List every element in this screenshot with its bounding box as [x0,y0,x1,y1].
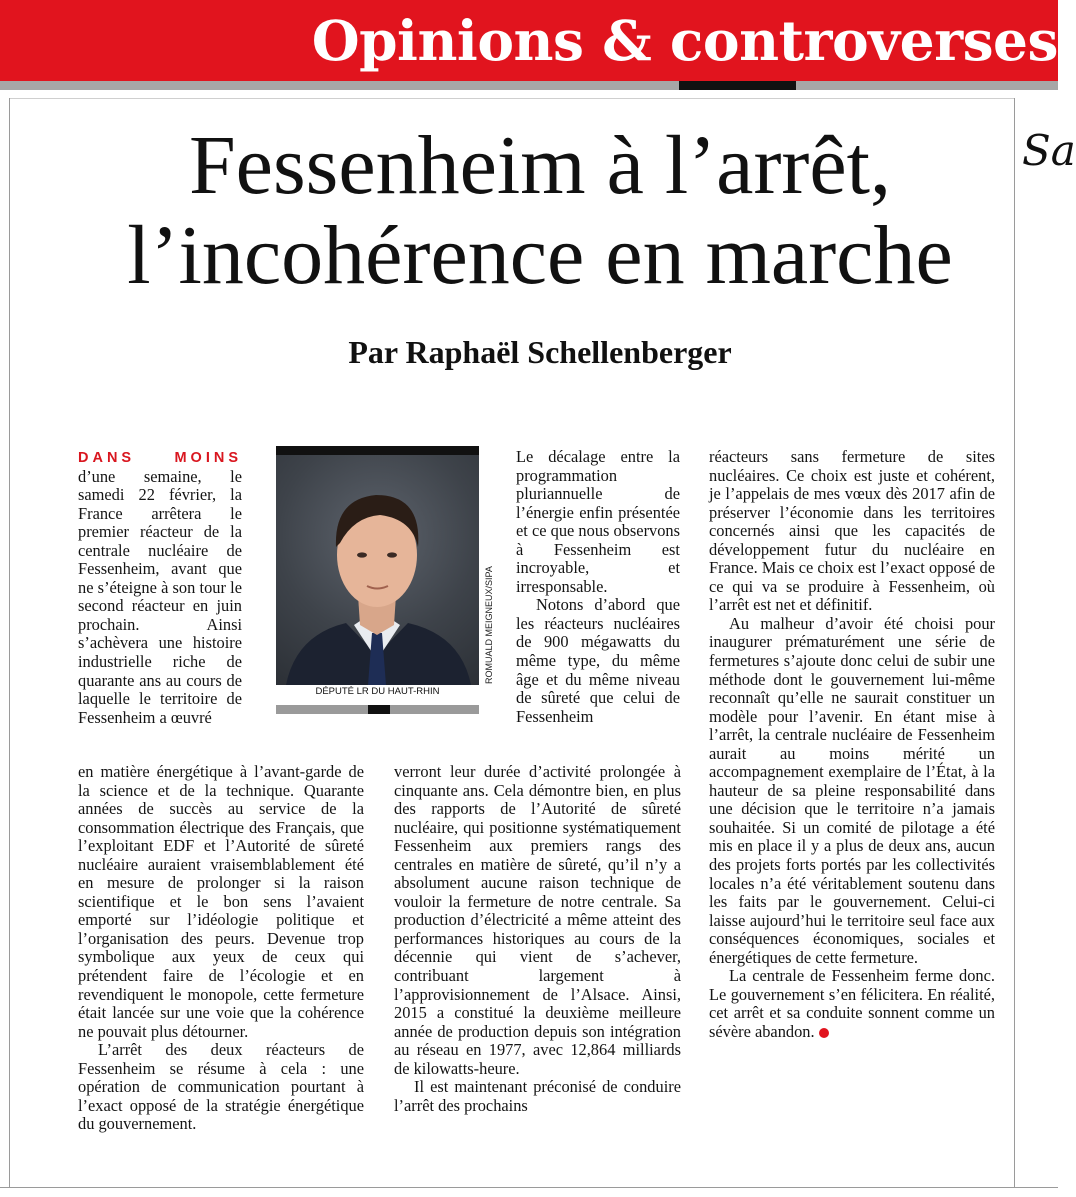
column-3 [709,448,995,1042]
column-3-paragraph-3: La centrale de Fessenheim ferme donc. Le gouvernement s’en félicitera. En réalité, cet arrêt et sa conduite sonnent comme un sévère abandon. [709,966,995,1041]
article-headline [20,121,1060,301]
column-1-intro-text: d’une semaine, le samedi 22 février, la France arrêtera le premier réacteur de la centrale nucléaire de Fessenheim, avant que ne s’éteigne à son tour le second réacteur en juin prochain. Ainsi s’achèvera une histoire industrielle riche de quarante ans au cours de laquelle le territoire de Fessenheim a œuvré [78,466,242,727]
column-3-paragraph-1: réacteurs sans fermeture de sites nucléaires. Ce choix est juste et cohérent, je l’appelais de mes vœux dès 2017 afin de préserver l’économie dans les territoires concernés ainsi que les capacités de développement futur du nucléaire en France. Mais ce choix est l’exact opposé de ce qui va se produire à Fessenheim, où l’arrêt est net et définitif. [709,447,995,615]
photo-credit: ROMUALD MEIGNEUX/SIPA [484,566,494,684]
column-1-paragraph-2: L’arrêt des deux réacteurs de Fessenheim se résume à cela : une opération de communication pourtant à l’exact opposé de la stratégie énergétique du gouvernement. [78,1040,364,1134]
column-2-paragraph-3: verront leur durée d’activité prolongée à cinquante ans. Cela démontre bien, en plus des rapports de l’Autorité de sûreté nucléaire, qui positionne systématiquement Fessenheim aux premiers rangs des centrales en matière de sûreté, qu’il n’y a absolument aucune raison technique de vouloir la fermeture de notre centrale. Sa production d’électricité a même atteint des performances historiques au cours de la décennie qui vient de s’achever, contribuant largement à l’approvisionnement de l’Alsace. Ainsi, 2015 a constitué la deuxième meilleure année de production depuis son intégration au réseau en 1977, avec 12,864 milliards de kilowatts-heure. [394,762,681,1078]
column-3-paragraph-2: Au malheur d’avoir été choisi pour inaugurer prématurément une série de fermetures s’ajoute donc celui de subir une méthode dont le gouvernement lui-même reconnaît qu’elle ne saurait constituer un modèle pour l’avenir. En étant mise à l’arrêt, la centrale nucléaire de Fessenheim aurait au moins mérité un accompagnement exemplaire de l’État, à la hauteur de sa pleine responsabilité dans une décision que le territoire n’a jamais souhaitée. Si un comité de pilotage a été mis en place il y a plus de deux ans, aucun des projets forts portés par les collectivités locales n’a été véritablement soutenu dans les faits par le gouvernement. Celui-ci laisse aujourd’hui le territoire seul face aux conséquences économiques, sociales et énergétiques de cette fermeture. [709,613,995,967]
caption-rule-accent [368,705,390,714]
section-header-band [0,0,1058,81]
header-rule [0,81,1058,90]
headline-line-1: Fessenheim à l’arrêt, [188,119,892,212]
next-article-fragment: Sa [1022,126,1076,175]
column-1-wide [78,763,364,1134]
portrait-eye-left [357,552,367,557]
section-title: Opinions & controverses [311,8,1058,73]
headline-line-2: l’incohérence en marche [127,209,953,302]
header-rule-accent [679,81,796,90]
column-2-paragraph-4: Il est maintenant préconisé de conduire l’arrêt des prochains [394,1077,681,1115]
photo-top-bar [276,446,479,455]
article-byline: Par Raphaël Schellenberger [348,334,732,370]
column-1-narrow [78,448,242,727]
lead-caps: DANS MOINS [78,450,242,466]
column-2-wide [394,763,681,1115]
frame-left-rule [9,98,10,1188]
column-2-narrow [516,448,680,726]
portrait-eye-right [387,552,397,557]
column-2-paragraph-1: Le décalage entre la programmation pluriannuelle de l’énergie enfin présentée et ce que nous observons à Fessenheim est incroyable, et irresponsable. [516,447,680,596]
end-mark-icon [819,1028,829,1038]
photo-caption: DÉPUTÉ LR DU HAUT-RHIN [315,686,440,697]
column-1-paragraph-1: en matière énergétique à l’avant-garde de la science et de la technique. Quarante années de succès au service de la consommation électrique des Français, que l’exploitant EDF et l’Autorité de sûreté nucléaire auraient vraisemblablement été en mesure de prolonger si la raison scientifique et le bon sens l’avaient emporté sur l’idéologie politique et l’organisation des peurs. Devenue trop symbolique aux yeux de ceux qui prétendent faire de l’écologie et en revendiquent le monopole, cette fermeture était lancée sur une voie que la cohérence ne pouvait plus détourner. [78,762,364,1041]
portrait-illustration [276,455,479,685]
column-2-paragraph-2: Notons d’abord que les réacteurs nucléaires de 900 mégawatts du même type, du même âge et du même niveau de sûreté que celui de Fessenheim [516,595,680,726]
author-portrait [276,455,479,685]
frame-top-rule [9,98,1015,99]
frame-bottom-rule [0,1187,1058,1188]
